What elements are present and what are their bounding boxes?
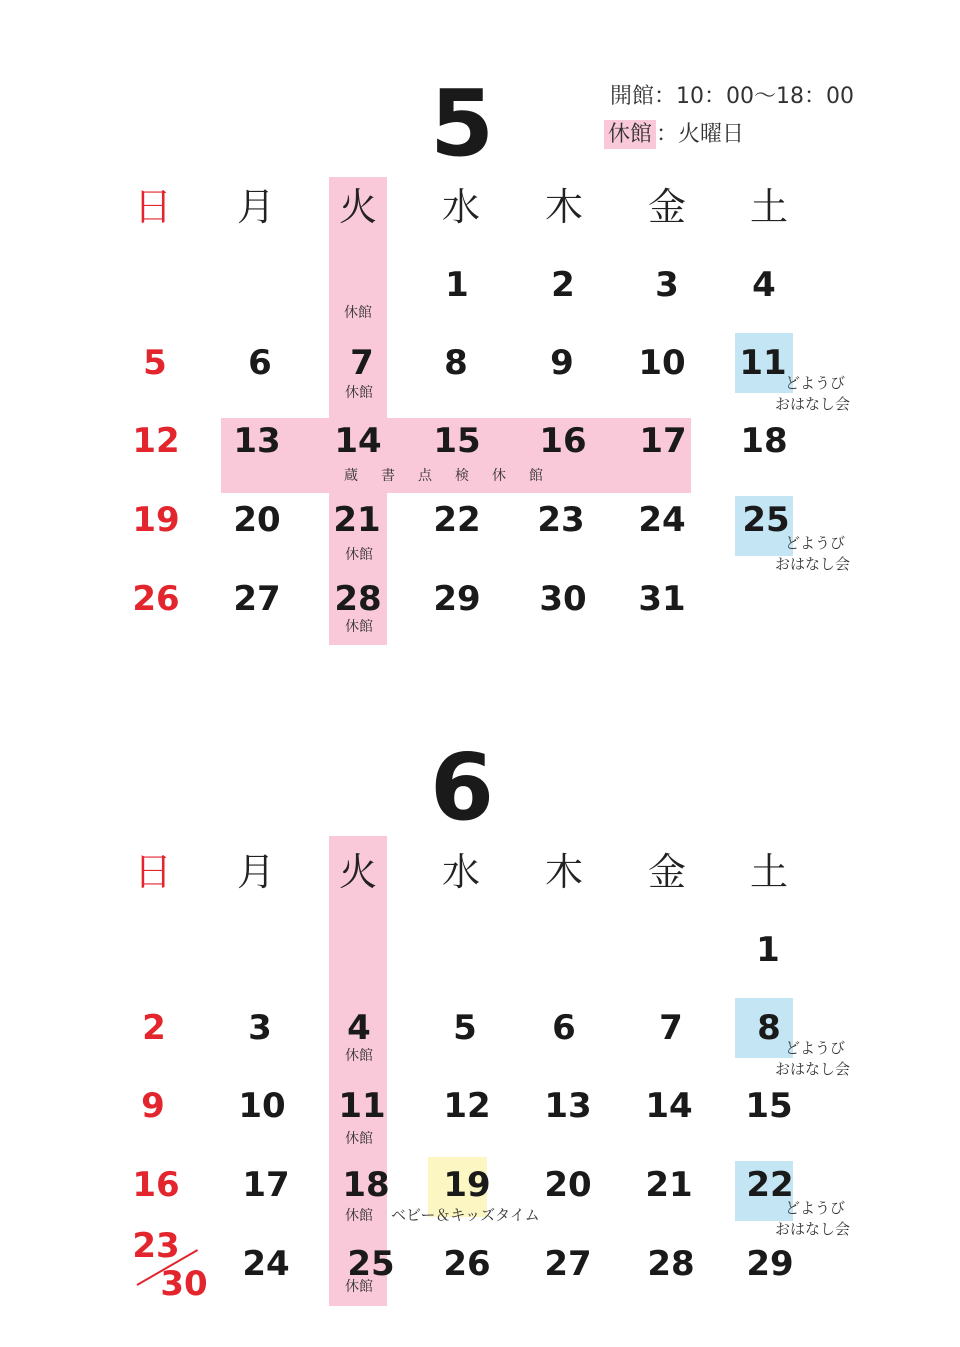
closed-note: 休館 xyxy=(345,1279,373,1295)
month-title-june: 6 xyxy=(429,734,494,841)
storytime-line-2: おはなし会 xyxy=(775,395,851,413)
day-cell: 18 xyxy=(740,421,788,461)
closed-note: 休館 xyxy=(345,619,373,635)
weekday-thu: 木 xyxy=(544,850,583,894)
day-cell-closed: 18 xyxy=(342,1165,390,1205)
day-cell: 6 xyxy=(248,343,272,383)
day-cell-closed: 28 xyxy=(334,579,382,619)
day-cell: 7 xyxy=(659,1008,683,1048)
day-cell: 13 xyxy=(544,1086,592,1126)
storytime-note xyxy=(775,533,850,575)
closed-note: 休館 xyxy=(344,305,372,321)
storytime-line-1: どようび xyxy=(785,374,846,392)
inventory-closure-note: 蔵書点検休館 xyxy=(344,468,566,484)
day-cell: 26 xyxy=(443,1244,491,1284)
day-cell: 15 xyxy=(745,1086,793,1126)
weekday-sat: 土 xyxy=(749,850,788,894)
day-cell: 20 xyxy=(233,500,281,540)
weekday-wed: 水 xyxy=(441,185,480,229)
storytime-note xyxy=(775,1198,850,1240)
day-cell-closed: 14 xyxy=(334,421,382,461)
closed-day-legend xyxy=(604,124,744,146)
storytime-line-1: どようび xyxy=(785,1039,846,1057)
day-cell-sunday: 26 xyxy=(132,579,180,619)
day-cell: 6 xyxy=(552,1008,576,1048)
day-cell: 4 xyxy=(752,265,776,305)
day-cell-sunday: 16 xyxy=(132,1165,180,1205)
day-cell-storytime: 8 xyxy=(757,1008,781,1048)
opening-hours: 開館：10：00〜18：00 xyxy=(610,84,854,109)
day-cell-closed: 25 xyxy=(347,1244,395,1284)
closed-note: 休館 xyxy=(345,385,373,401)
baby-kids-time-note: ベビー＆キッズタイム xyxy=(391,1206,540,1224)
day-cell: 20 xyxy=(544,1165,592,1205)
day-cell: 27 xyxy=(233,579,281,619)
day-cell-sunday: 2 xyxy=(142,1008,166,1048)
day-cell-closed: 17 xyxy=(639,421,687,461)
weekday-sun: 日 xyxy=(133,185,172,229)
weekday-wed: 水 xyxy=(441,850,480,894)
day-cell: 14 xyxy=(645,1086,693,1126)
day-cell: 5 xyxy=(453,1008,477,1048)
day-cell-sunday-23: 23 xyxy=(132,1226,180,1266)
storytime-note xyxy=(775,373,850,415)
day-cell-closed: 21 xyxy=(333,500,381,540)
day-cell: 8 xyxy=(444,343,468,383)
closed-column-june xyxy=(329,836,387,1306)
day-cell: 17 xyxy=(242,1165,290,1205)
storytime-line-2: おはなし会 xyxy=(775,1060,851,1078)
day-cell: 10 xyxy=(238,1086,286,1126)
day-cell: 9 xyxy=(550,343,574,383)
day-cell: 21 xyxy=(645,1165,693,1205)
day-cell-storytime: 11 xyxy=(739,343,787,383)
storytime-line-2: おはなし会 xyxy=(775,1220,851,1238)
day-cell: 1 xyxy=(756,930,780,970)
day-cell-closed: 7 xyxy=(350,343,374,383)
day-cell-closed: 11 xyxy=(338,1086,386,1126)
day-cell: 27 xyxy=(544,1244,592,1284)
day-cell: 22 xyxy=(433,500,481,540)
closed-legend-label: 休館 xyxy=(604,120,656,149)
day-cell: 2 xyxy=(551,265,575,305)
day-cell-closed: 15 xyxy=(433,421,481,461)
month-title-may: 5 xyxy=(429,70,494,177)
weekday-thu: 木 xyxy=(544,185,583,229)
day-cell-sunday: 9 xyxy=(141,1086,165,1126)
day-cell: 1 xyxy=(445,265,469,305)
storytime-note xyxy=(775,1038,850,1080)
closed-legend-text: ：火曜日 xyxy=(656,122,745,147)
day-cell: 24 xyxy=(638,500,686,540)
day-cell: 23 xyxy=(537,500,585,540)
day-cell: 24 xyxy=(242,1244,290,1284)
day-cell-sunday: 5 xyxy=(143,343,167,383)
day-cell-sunday-30: 30 xyxy=(160,1264,208,1304)
day-cell: 29 xyxy=(746,1244,794,1284)
day-cell: 10 xyxy=(638,343,686,383)
day-cell: 3 xyxy=(655,265,679,305)
weekday-mon: 月 xyxy=(236,185,275,229)
weekday-sat: 土 xyxy=(749,185,788,229)
storytime-line-2: おはなし会 xyxy=(775,555,851,573)
day-cell-storytime: 22 xyxy=(746,1165,794,1205)
weekday-sun: 日 xyxy=(133,850,172,894)
closed-column-may xyxy=(329,177,387,645)
day-cell-closed: 4 xyxy=(347,1008,371,1048)
weekday-fri: 金 xyxy=(647,850,686,894)
weekday-mon: 月 xyxy=(236,850,275,894)
storytime-line-1: どようび xyxy=(785,534,846,552)
day-cell-sunday: 12 xyxy=(132,421,180,461)
day-cell-sunday: 19 xyxy=(132,500,180,540)
day-cell-closed: 13 xyxy=(233,421,281,461)
day-cell-baby-kids-time: 19 xyxy=(443,1165,491,1205)
day-cell: 3 xyxy=(248,1008,272,1048)
weekday-tue: 火 xyxy=(338,850,377,894)
day-cell-storytime: 25 xyxy=(742,500,790,540)
day-cell: 31 xyxy=(638,579,686,619)
day-cell: 29 xyxy=(433,579,481,619)
weekday-fri: 金 xyxy=(647,185,686,229)
storytime-line-1: どようび xyxy=(785,1199,846,1217)
day-cell: 28 xyxy=(647,1244,695,1284)
closed-note: 休館 xyxy=(345,1048,373,1064)
day-cell-closed: 16 xyxy=(539,421,587,461)
weekday-tue: 火 xyxy=(338,185,377,229)
closed-note: 休館 xyxy=(345,1208,373,1224)
day-cell: 12 xyxy=(443,1086,491,1126)
day-cell: 30 xyxy=(539,579,587,619)
closed-note: 休館 xyxy=(345,1131,373,1147)
closed-note: 休館 xyxy=(345,547,373,563)
